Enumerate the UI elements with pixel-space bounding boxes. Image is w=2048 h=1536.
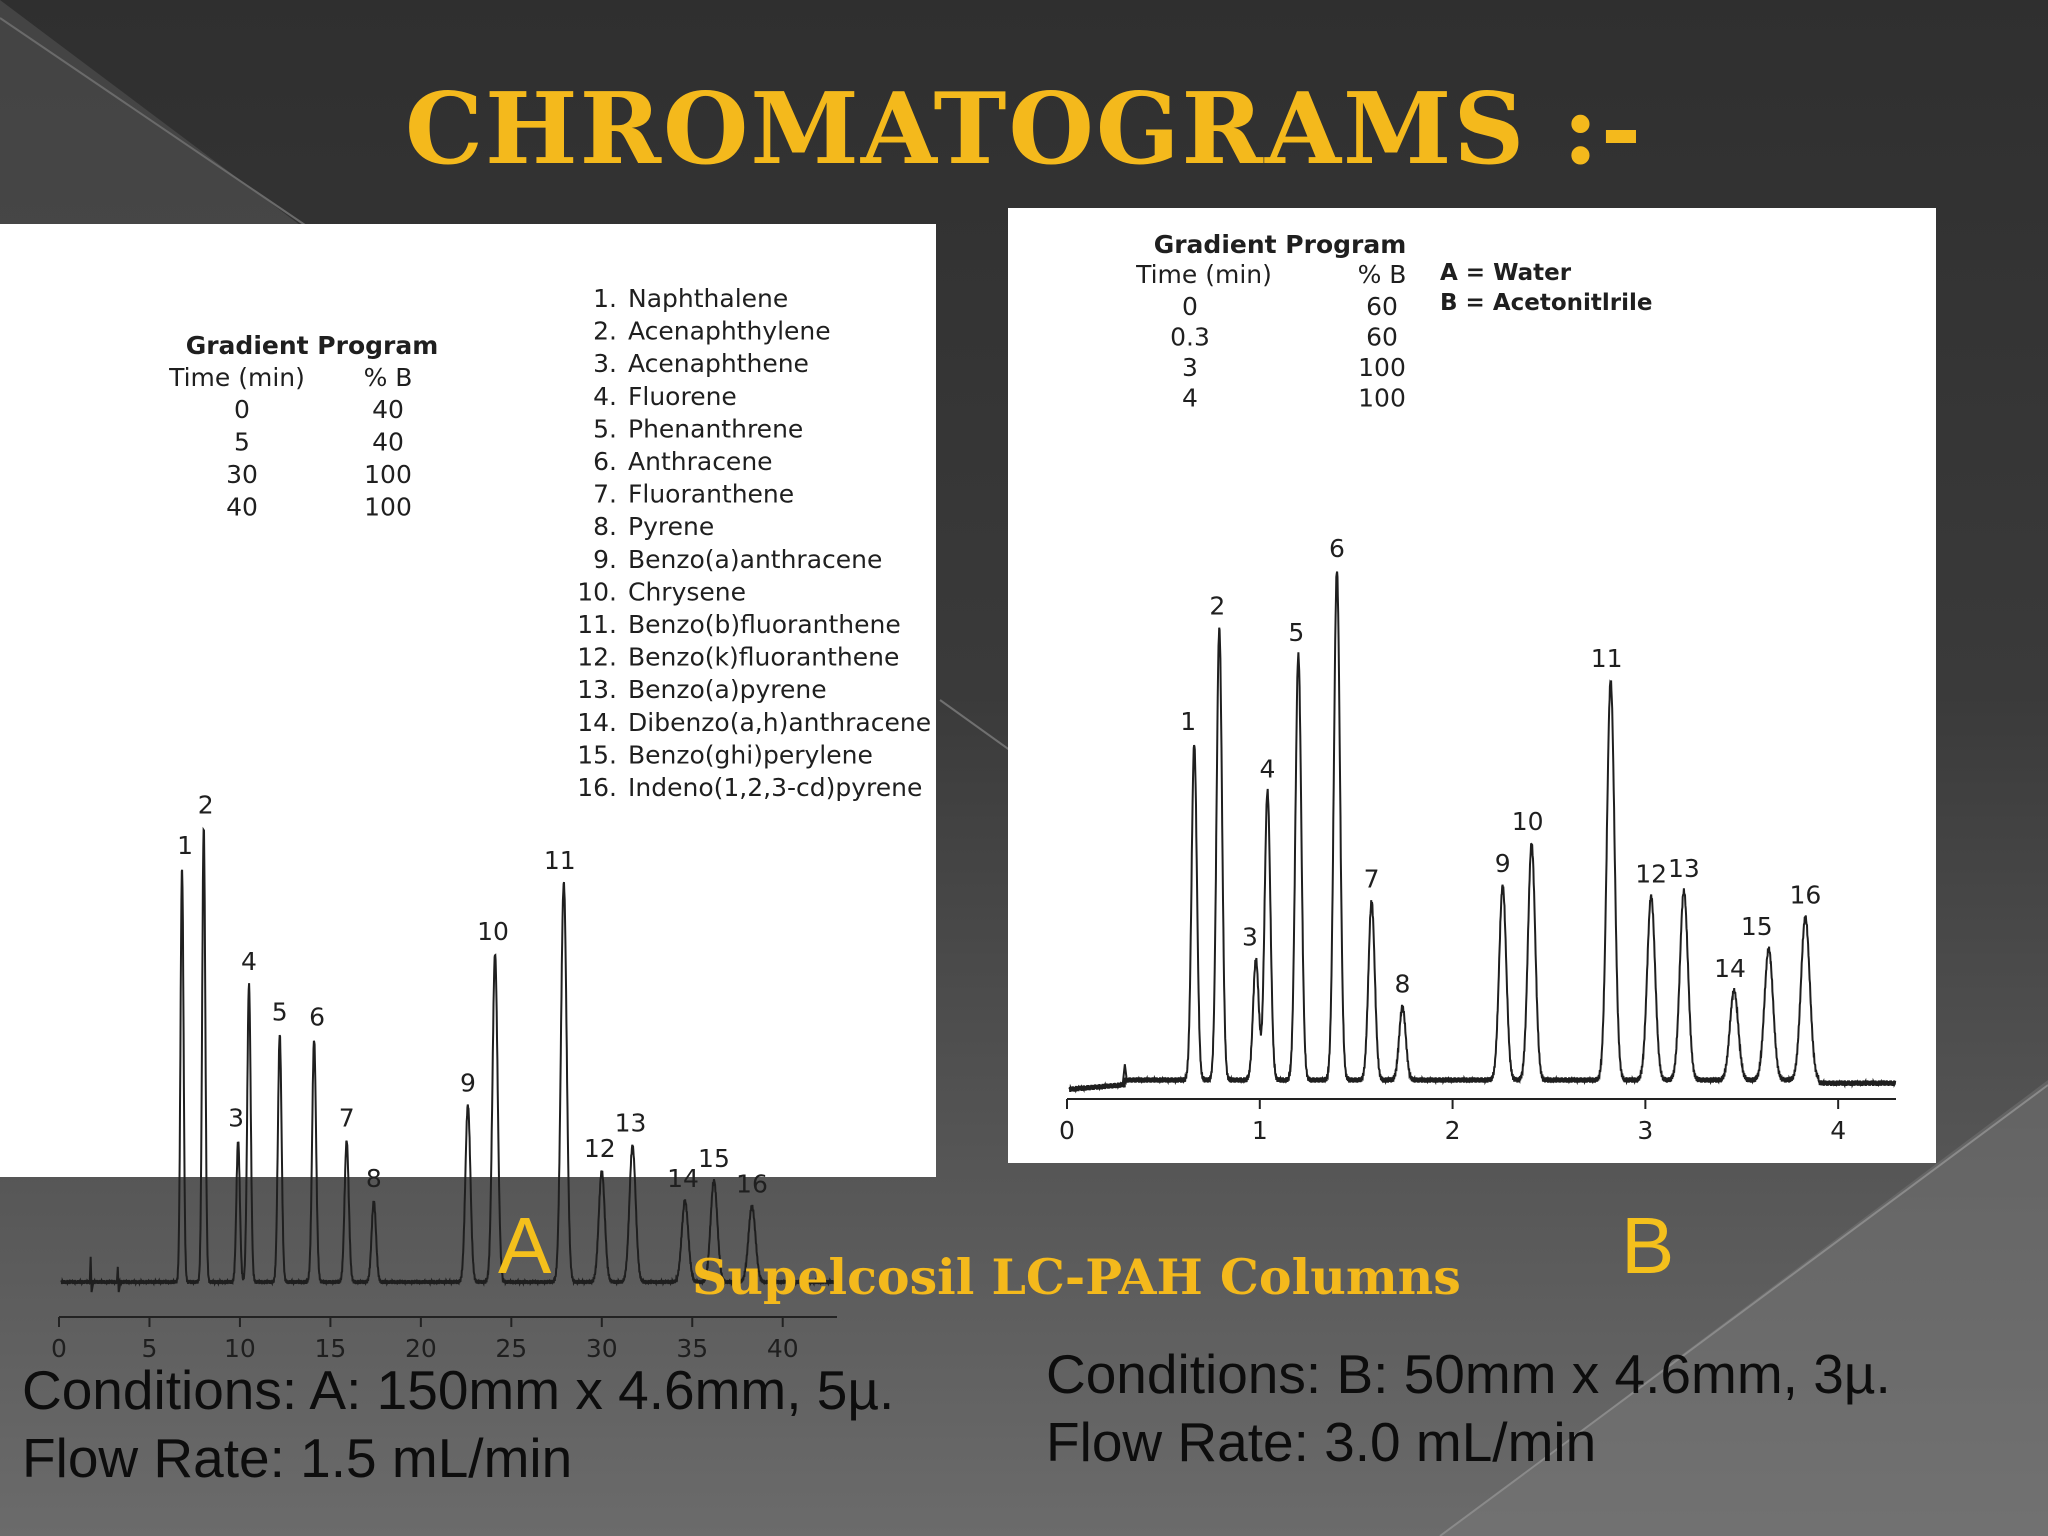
compound-number-10: 10. — [577, 577, 617, 607]
peak-label-b-8: 8 — [1394, 969, 1411, 999]
x-tick-label-a-10: 10 — [224, 1334, 256, 1363]
x-tick-label-a-5: 5 — [141, 1334, 158, 1363]
compound-name-1: Naphthalene — [628, 284, 789, 313]
peak-label-b-10: 10 — [1511, 806, 1544, 836]
gradient-time-a-0: 0 — [234, 395, 250, 424]
x-tick-label-a-15: 15 — [314, 1334, 347, 1363]
solvent-a: A = Water — [1440, 260, 1572, 286]
conditions-a — [22, 1356, 894, 1492]
gradient-time-b-1: 0.3 — [1170, 322, 1210, 352]
chromatogram-a-panel — [0, 224, 936, 1363]
peak-label-b-12: 12 — [1635, 859, 1668, 889]
x-tick-label-a-0: 0 — [51, 1334, 67, 1363]
peak-label-a-7: 7 — [338, 1103, 355, 1133]
peak-label-b-5: 5 — [1288, 617, 1305, 647]
gradient-time-b-2: 3 — [1182, 353, 1198, 382]
label-b: B — [1621, 1201, 1675, 1290]
peak-label-b-6: 6 — [1328, 533, 1345, 563]
compound-name-9: Benzo(a)anthracene — [628, 544, 883, 574]
compound-number-13: 13. — [577, 675, 617, 705]
peak-label-a-15: 15 — [698, 1144, 730, 1173]
peak-label-b-7: 7 — [1363, 864, 1380, 894]
gradient-pctb-a-0: 40 — [372, 395, 404, 424]
peak-label-b-16: 16 — [1789, 880, 1822, 910]
gradient-col1-a: Time (min) — [169, 363, 305, 392]
gradient-pctb-a-3: 100 — [364, 492, 412, 522]
gradient-pctb-b-3: 100 — [1358, 383, 1406, 413]
peak-label-a-9: 9 — [459, 1068, 476, 1098]
chromatogram-a — [0, 224, 936, 1363]
compound-name-12: Benzo(k)fluoranthene — [628, 642, 900, 672]
x-tick-label-b-4: 4 — [1830, 1116, 1847, 1145]
compound-number-15: 15. — [577, 740, 617, 770]
compound-number-5: 5. — [593, 414, 617, 444]
compound-number-4: 4. — [593, 381, 617, 411]
compound-number-12: 12. — [577, 642, 617, 672]
gradient-header-a: Gradient Program — [185, 331, 439, 360]
peak-label-b-15: 15 — [1740, 911, 1773, 941]
peak-label-a-8: 8 — [365, 1164, 382, 1194]
conditions-b-line1: Conditions: B: 50mm x 4.6mm, 3µ. — [1046, 1343, 1891, 1405]
gradient-pctb-b-0: 60 — [1366, 292, 1398, 321]
compound-name-8: Pyrene — [628, 512, 715, 542]
compound-name-6: Anthracene — [628, 447, 773, 476]
compound-number-2: 2. — [593, 316, 617, 346]
x-tick-label-b-1: 1 — [1251, 1116, 1268, 1145]
peak-label-b-11: 11 — [1590, 644, 1623, 673]
x-tick-label-b-3: 3 — [1637, 1116, 1654, 1145]
peak-label-b-13: 13 — [1668, 854, 1700, 883]
columns-subtitle: Supelcosil LC-PAH Columns — [692, 1248, 1461, 1306]
compound-number-8: 8. — [593, 512, 617, 542]
label-a: A — [498, 1201, 552, 1290]
x-tick-label-b-2: 2 — [1444, 1116, 1461, 1145]
chromatogram-trace-b — [1070, 572, 1896, 1092]
x-tick-label-b-0: 0 — [1059, 1116, 1075, 1145]
compound-name-2: Acenaphthylene — [628, 316, 831, 346]
peak-label-a-13: 13 — [614, 1108, 647, 1138]
compound-name-16: Indeno(1,2,3-cd)pyrene — [628, 773, 923, 802]
peak-label-a-5: 5 — [271, 997, 288, 1027]
gradient-time-a-2: 30 — [226, 460, 258, 489]
peak-label-b-3: 3 — [1241, 922, 1258, 952]
peak-label-a-11: 11 — [543, 846, 576, 876]
gradient-pctb-b-1: 60 — [1366, 322, 1398, 352]
peak-label-a-3: 3 — [228, 1103, 245, 1133]
peak-label-a-16: 16 — [736, 1169, 768, 1199]
conditions-b-line2: Flow Rate: 3.0 mL/min — [1046, 1411, 1597, 1473]
compound-name-7: Fluoranthene — [628, 479, 795, 509]
conditions-a-line1: Conditions: A: 150mm x 4.6mm, 5µ. — [22, 1359, 895, 1421]
gradient-col2-a: % B — [363, 363, 413, 392]
gradient-pctb-a-1: 40 — [372, 427, 404, 457]
gradient-pctb-b-2: 100 — [1358, 353, 1406, 382]
peak-label-a-10: 10 — [477, 916, 509, 946]
compound-number-7: 7. — [593, 479, 617, 509]
gradient-pctb-a-2: 100 — [364, 460, 412, 489]
compound-name-5: Phenanthrene — [628, 414, 804, 444]
chromatogram-b-panel — [1008, 208, 1936, 1163]
compound-name-4: Fluorene — [628, 381, 737, 411]
gradient-time-a-1: 5 — [234, 427, 250, 457]
gradient-header-b: Gradient Program — [1153, 230, 1407, 259]
compound-name-14: Dibenzo(a,h)anthracene — [628, 707, 932, 737]
peak-label-a-6: 6 — [309, 1002, 326, 1032]
gradient-time-a-3: 40 — [226, 492, 258, 522]
gradient-time-b-3: 4 — [1182, 383, 1198, 413]
x-tick-label-a-25: 25 — [495, 1334, 528, 1363]
x-tick-label-a-40: 40 — [766, 1334, 799, 1363]
peak-label-b-9: 9 — [1494, 848, 1511, 878]
x-tick-label-a-35: 35 — [676, 1334, 709, 1363]
compound-number-16: 16. — [577, 773, 617, 802]
compound-name-15: Benzo(ghi)perylene — [628, 740, 873, 770]
gradient-col2-b: % B — [1357, 260, 1407, 289]
compound-name-10: Chrysene — [628, 577, 747, 607]
solvent-b: B = Acetonitlrile — [1440, 290, 1653, 316]
gradient-col1-b: Time (min) — [1136, 260, 1272, 289]
peak-label-a-12: 12 — [583, 1133, 616, 1163]
peak-label-a-14: 14 — [667, 1164, 699, 1194]
chromatogram-b — [1008, 208, 1936, 1163]
compound-number-6: 6. — [593, 447, 617, 476]
compound-number-1: 1. — [593, 284, 617, 313]
peak-label-b-14: 14 — [1714, 953, 1746, 983]
x-tick-label-a-20: 20 — [404, 1334, 437, 1363]
peak-label-b-2: 2 — [1209, 591, 1226, 621]
conditions-a-line2: Flow Rate: 1.5 mL/min — [22, 1427, 573, 1489]
peak-label-a-1: 1 — [177, 830, 193, 860]
x-tick-label-a-30: 30 — [585, 1334, 618, 1363]
compound-number-11: 11. — [577, 610, 617, 639]
peak-label-b-1: 1 — [1180, 707, 1197, 736]
peak-label-a-2: 2 — [197, 790, 214, 820]
compound-number-9: 9. — [593, 544, 617, 574]
page-title: CHROMATOGRAMS :- — [405, 72, 1644, 187]
compound-number-14: 14. — [577, 707, 617, 737]
gradient-time-b-0: 0 — [1182, 292, 1198, 321]
compound-name-11: Benzo(b)fluoranthene — [628, 610, 901, 639]
compound-name-3: Acenaphthene — [628, 349, 809, 379]
peak-label-b-4: 4 — [1259, 754, 1276, 784]
compound-name-13: Benzo(a)pyrene — [628, 675, 827, 705]
peak-label-a-4: 4 — [241, 947, 257, 977]
compound-number-3: 3. — [593, 349, 617, 379]
conditions-b — [1046, 1340, 1891, 1476]
